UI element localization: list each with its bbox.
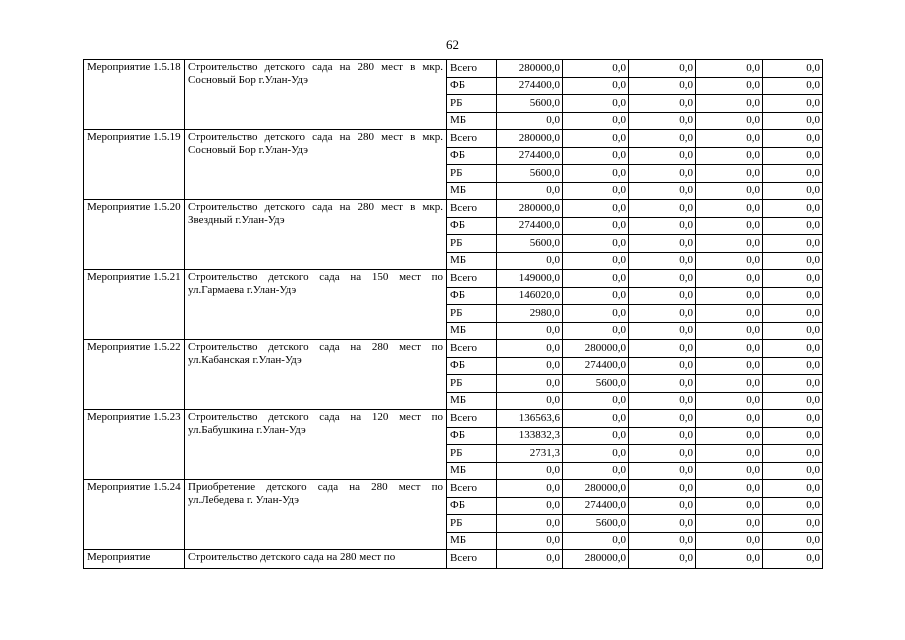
amount-cell: 0,0 (497, 182, 563, 200)
funding-source: Всего (447, 130, 497, 148)
table-row (84, 60, 823, 78)
amount-cell: 0,0 (563, 130, 629, 148)
amount-cell: 0,0 (763, 515, 823, 533)
funding-source: ФБ (447, 77, 497, 95)
amount-cell: 0,0 (696, 60, 763, 78)
amount-cell: 0,0 (696, 235, 763, 253)
amount-cell: 0,0 (629, 112, 696, 130)
amount-cell: 0,0 (696, 497, 763, 515)
amount-cell: 0,0 (696, 270, 763, 288)
amount-cell: 0,0 (497, 550, 563, 569)
amount-cell: 0,0 (629, 147, 696, 165)
amount-cell: 0,0 (497, 497, 563, 515)
funding-source: Всего (447, 60, 497, 78)
amount-cell: 0,0 (763, 147, 823, 165)
amount-cell: 0,0 (563, 200, 629, 218)
measure-label: Мероприятие (84, 550, 185, 569)
measure-label: Мероприятие 1.5.18 (84, 60, 185, 130)
funding-source: ФБ (447, 147, 497, 165)
amount-cell: 280000,0 (563, 340, 629, 358)
amount-cell: 0,0 (629, 60, 696, 78)
amount-cell: 0,0 (629, 515, 696, 533)
amount-cell: 0,0 (696, 322, 763, 340)
amount-cell: 0,0 (696, 95, 763, 113)
amount-cell: 146020,0 (497, 287, 563, 305)
amount-cell: 2731,3 (497, 445, 563, 463)
amount-cell: 0,0 (763, 165, 823, 183)
amount-cell: 0,0 (497, 532, 563, 550)
amount-cell: 280000,0 (563, 550, 629, 569)
funding-source: Всего (447, 270, 497, 288)
amount-cell: 0,0 (563, 270, 629, 288)
amount-cell: 0,0 (629, 130, 696, 148)
amount-cell: 0,0 (763, 252, 823, 270)
amount-cell: 0,0 (696, 410, 763, 428)
amount-cell: 0,0 (563, 445, 629, 463)
measure-description: Строительство детского сада на 280 мест в мкр. Звездный г.Улан-Удэ (185, 200, 447, 270)
funding-source: МБ (447, 252, 497, 270)
amount-cell: 0,0 (563, 392, 629, 410)
amount-cell: 0,0 (696, 375, 763, 393)
amount-cell: 280000,0 (563, 480, 629, 498)
funding-source: МБ (447, 392, 497, 410)
amount-cell: 0,0 (497, 480, 563, 498)
amount-cell: 0,0 (763, 182, 823, 200)
amount-cell: 0,0 (563, 252, 629, 270)
amount-cell: 0,0 (629, 462, 696, 480)
table-row (84, 550, 823, 569)
amount-cell: 0,0 (563, 532, 629, 550)
amount-cell: 0,0 (763, 462, 823, 480)
amount-cell: 5600,0 (563, 375, 629, 393)
amount-cell: 0,0 (763, 217, 823, 235)
amount-cell: 0,0 (497, 357, 563, 375)
amount-cell: 0,0 (763, 60, 823, 78)
measure-description: Строительство детского сада на 280 мест по (185, 550, 447, 569)
measure-description: Строительство детского сада на 280 мест по ул.Кабанская г.Улан-Удэ (185, 340, 447, 410)
amount-cell: 0,0 (629, 550, 696, 569)
amount-cell: 0,0 (763, 497, 823, 515)
amount-cell: 0,0 (696, 217, 763, 235)
amount-cell: 0,0 (629, 480, 696, 498)
amount-cell: 5600,0 (563, 515, 629, 533)
amount-cell: 0,0 (763, 130, 823, 148)
funding-source: Всего (447, 410, 497, 428)
amount-cell: 0,0 (629, 497, 696, 515)
funding-source: РБ (447, 375, 497, 393)
amount-cell: 274400,0 (497, 147, 563, 165)
funding-source: Всего (447, 480, 497, 498)
amount-cell: 0,0 (763, 95, 823, 113)
amount-cell: 0,0 (763, 287, 823, 305)
amount-cell: 0,0 (629, 357, 696, 375)
amount-cell: 0,0 (563, 235, 629, 253)
amount-cell: 274400,0 (563, 357, 629, 375)
table-row (84, 130, 823, 148)
funding-source: МБ (447, 532, 497, 550)
amount-cell: 0,0 (696, 445, 763, 463)
amount-cell: 0,0 (629, 270, 696, 288)
amount-cell: 0,0 (563, 60, 629, 78)
amount-cell: 0,0 (629, 322, 696, 340)
amount-cell: 0,0 (497, 322, 563, 340)
amount-cell: 149000,0 (497, 270, 563, 288)
amount-cell: 5600,0 (497, 165, 563, 183)
amount-cell: 133832,3 (497, 427, 563, 445)
page-number: 62 (446, 37, 459, 52)
amount-cell: 0,0 (629, 235, 696, 253)
amount-cell: 0,0 (696, 392, 763, 410)
amount-cell: 136563,6 (497, 410, 563, 428)
amount-cell: 0,0 (696, 165, 763, 183)
amount-cell: 0,0 (696, 305, 763, 323)
amount-cell: 0,0 (563, 305, 629, 323)
amount-cell: 0,0 (563, 95, 629, 113)
funding-source: ФБ (447, 287, 497, 305)
amount-cell: 0,0 (629, 340, 696, 358)
amount-cell: 0,0 (629, 427, 696, 445)
amount-cell: 0,0 (629, 182, 696, 200)
amount-cell: 0,0 (696, 200, 763, 218)
funding-source: ФБ (447, 217, 497, 235)
funding-source: Всего (447, 550, 497, 569)
amount-cell: 0,0 (763, 532, 823, 550)
amount-cell: 0,0 (696, 112, 763, 130)
measure-description: Приобретение детского сада на 280 мест по ул.Лебедева г. Улан-Удэ (185, 480, 447, 550)
measure-label: Мероприятие 1.5.23 (84, 410, 185, 480)
amount-cell: 0,0 (497, 462, 563, 480)
funding-source: МБ (447, 112, 497, 130)
measure-label: Мероприятие 1.5.22 (84, 340, 185, 410)
amount-cell: 0,0 (563, 427, 629, 445)
amount-cell: 0,0 (563, 287, 629, 305)
amount-cell: 0,0 (563, 217, 629, 235)
amount-cell: 0,0 (763, 322, 823, 340)
amount-cell: 0,0 (629, 532, 696, 550)
amount-cell: 0,0 (497, 375, 563, 393)
amount-cell: 0,0 (497, 340, 563, 358)
measure-label: Мероприятие 1.5.21 (84, 270, 185, 340)
amount-cell: 0,0 (696, 357, 763, 375)
funding-source: Всего (447, 340, 497, 358)
funding-source: РБ (447, 515, 497, 533)
amount-cell: 280000,0 (497, 200, 563, 218)
amount-cell: 0,0 (696, 427, 763, 445)
amount-cell: 0,0 (696, 252, 763, 270)
amount-cell: 0,0 (763, 445, 823, 463)
amount-cell: 274400,0 (497, 217, 563, 235)
amount-cell: 0,0 (497, 252, 563, 270)
measure-description: Строительство детского сада на 120 мест по ул.Бабушкина г.Улан-Удэ (185, 410, 447, 480)
amount-cell: 0,0 (696, 515, 763, 533)
amount-cell: 0,0 (629, 375, 696, 393)
table-row (84, 480, 823, 498)
amount-cell: 0,0 (497, 515, 563, 533)
amount-cell: 0,0 (563, 77, 629, 95)
amount-cell: 0,0 (629, 165, 696, 183)
amount-cell: 0,0 (696, 532, 763, 550)
amount-cell: 0,0 (763, 340, 823, 358)
amount-cell: 0,0 (763, 392, 823, 410)
amount-cell: 280000,0 (497, 60, 563, 78)
amount-cell: 0,0 (629, 392, 696, 410)
amount-cell: 274400,0 (497, 77, 563, 95)
funding-source: ФБ (447, 427, 497, 445)
amount-cell: 0,0 (629, 200, 696, 218)
amount-cell: 0,0 (763, 270, 823, 288)
amount-cell: 0,0 (763, 112, 823, 130)
amount-cell: 0,0 (629, 252, 696, 270)
amount-cell: 280000,0 (497, 130, 563, 148)
funding-source: РБ (447, 235, 497, 253)
amount-cell: 0,0 (696, 480, 763, 498)
measure-label: Мероприятие 1.5.19 (84, 130, 185, 200)
amount-cell: 0,0 (763, 305, 823, 323)
amount-cell: 0,0 (497, 112, 563, 130)
amount-cell: 0,0 (497, 392, 563, 410)
amount-cell: 0,0 (696, 182, 763, 200)
funding-source: МБ (447, 182, 497, 200)
amount-cell: 5600,0 (497, 235, 563, 253)
table-row (84, 340, 823, 358)
funding-source: РБ (447, 165, 497, 183)
amount-cell: 0,0 (696, 147, 763, 165)
measure-description: Строительство детского сада на 280 мест в мкр. Сосновый Бор г.Улан-Удэ (185, 60, 447, 130)
amount-cell: 0,0 (696, 550, 763, 569)
table-row (84, 410, 823, 428)
amount-cell: 2980,0 (497, 305, 563, 323)
measure-description: Строительство детского сада на 280 мест в мкр. Сосновый Бор г.Улан-Удэ (185, 130, 447, 200)
amount-cell: 0,0 (696, 287, 763, 305)
amount-cell: 0,0 (696, 340, 763, 358)
amount-cell: 0,0 (629, 287, 696, 305)
amount-cell: 0,0 (763, 375, 823, 393)
amount-cell: 0,0 (563, 410, 629, 428)
amount-cell: 0,0 (763, 427, 823, 445)
amount-cell: 0,0 (696, 130, 763, 148)
budget-table (83, 59, 823, 569)
funding-source: ФБ (447, 357, 497, 375)
measure-label: Мероприятие 1.5.24 (84, 480, 185, 550)
table-row (84, 270, 823, 288)
funding-source: РБ (447, 305, 497, 323)
amount-cell: 0,0 (563, 462, 629, 480)
amount-cell: 0,0 (629, 410, 696, 428)
amount-cell: 0,0 (763, 550, 823, 569)
amount-cell: 0,0 (763, 357, 823, 375)
amount-cell: 0,0 (763, 77, 823, 95)
amount-cell: 0,0 (763, 410, 823, 428)
table-row (84, 200, 823, 218)
amount-cell: 0,0 (563, 112, 629, 130)
measure-label: Мероприятие 1.5.20 (84, 200, 185, 270)
funding-source: РБ (447, 95, 497, 113)
amount-cell: 274400,0 (563, 497, 629, 515)
amount-cell: 5600,0 (497, 95, 563, 113)
funding-source: Всего (447, 200, 497, 218)
amount-cell: 0,0 (696, 462, 763, 480)
amount-cell: 0,0 (563, 182, 629, 200)
amount-cell: 0,0 (629, 217, 696, 235)
amount-cell: 0,0 (629, 445, 696, 463)
amount-cell: 0,0 (629, 77, 696, 95)
funding-source: МБ (447, 462, 497, 480)
funding-source: РБ (447, 445, 497, 463)
amount-cell: 0,0 (629, 95, 696, 113)
funding-source: ФБ (447, 497, 497, 515)
amount-cell: 0,0 (563, 147, 629, 165)
amount-cell: 0,0 (629, 305, 696, 323)
budget-table-body (84, 60, 823, 569)
amount-cell: 0,0 (763, 480, 823, 498)
measure-description: Строительство детского сада на 150 мест по ул.Гармаева г.Улан-Удэ (185, 270, 447, 340)
funding-source: МБ (447, 322, 497, 340)
amount-cell: 0,0 (696, 77, 763, 95)
amount-cell: 0,0 (563, 322, 629, 340)
amount-cell: 0,0 (763, 200, 823, 218)
amount-cell: 0,0 (763, 235, 823, 253)
amount-cell: 0,0 (563, 165, 629, 183)
